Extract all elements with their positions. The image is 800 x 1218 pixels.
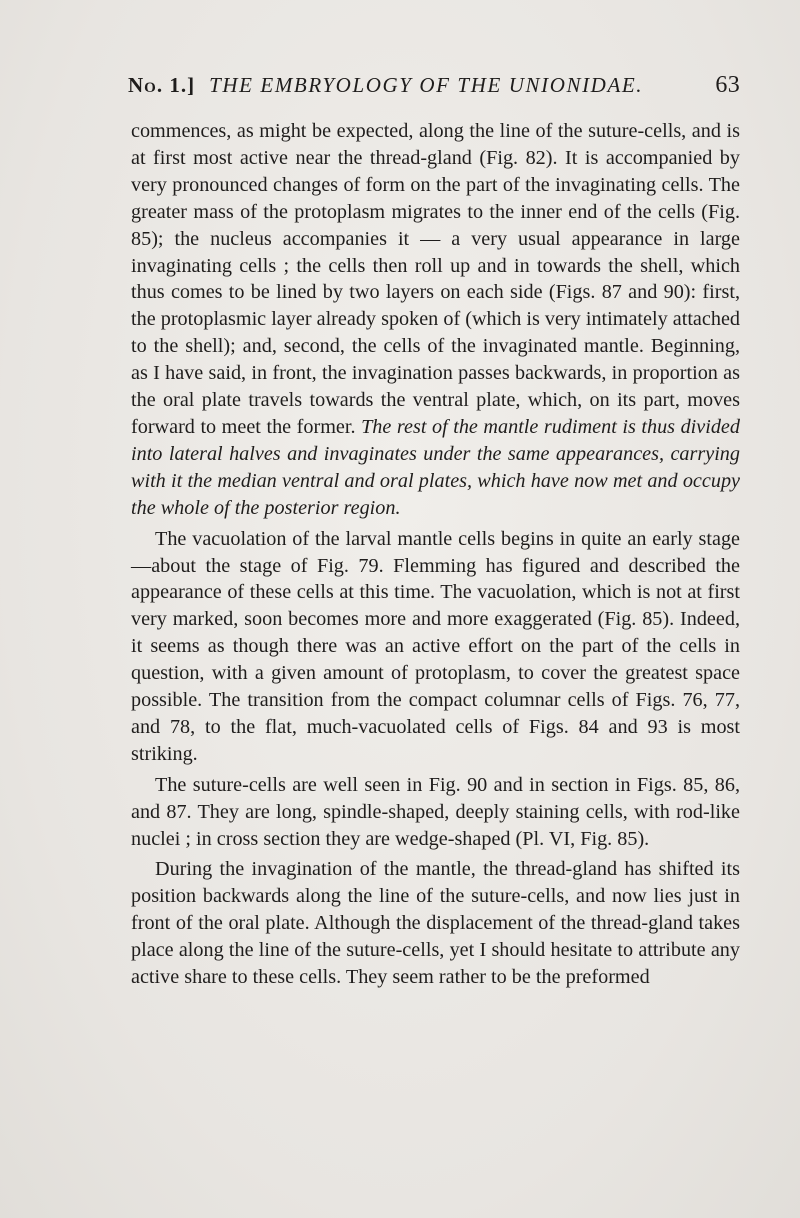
- paragraph-4: During the invagination of the mantle, the thread-gland has shifted its position backwards along the line of the suture-cells, and now lies just in front of the oral plate. Although the displacement of the thread-gland takes place along the line of the suture-cells, yet I should hesitate to attribute any active share to these cells. They seem rather to be the preformed: [131, 858, 740, 989]
- page-number: 63: [715, 72, 740, 98]
- journal-issue-label: No. 1.]: [128, 73, 196, 97]
- paragraph-1: [131, 118, 740, 522]
- body-text: [131, 118, 740, 995]
- paragraph-1-roman: commences, as might be expected, along the line of the suture-cells, and is at first most active near the thread-gland (Fig. 82). It is accompanied by very pronounced changes of form on the part of the invaginating cells. The greater mass of the protoplasm migrates to the inner end of the cells (Fig. 85); the nucleus accompanies it — a very usual appearance in large invaginating cells ; the cells then roll up and in towards the shell, which thus comes to be lined by two layers on each side (Figs. 87 and 90): first, the protoplasmic layer already spoken of (which is very intimately attached to the shell); and, second, the cells of the invaginated mantle. Beginning, as I have said, in front, the invagination passes backwards, in proportion as the oral plate travels towards the ventral plate, which, on its part, moves forward to meet the former.: [131, 120, 740, 438]
- paragraph-1-italic: The rest of the mantle rudiment is thus divided into lateral halves and invaginates under the same appearances, carrying with it the median ventral and oral plates, which have now met and occupy the whole of the posterior region.: [131, 415, 740, 519]
- paragraph-3: The suture-cells are well seen in Fig. 90 and in section in Figs. 85, 86, and 87. They are long, spindle-shaped, deeply staining cells, with rod-like nuclei ; in cross section they are wedge-shaped (Pl. VI, Fig. 85).: [131, 773, 740, 850]
- paragraph-2: The vacuolation of the larval mantle cells begins in quite an early stage—about the stage of Fig. 79. Flemming has figured and described the appearance of these cells at this time. The vacuolation, which is not at first very marked, soon becomes more and more exaggerated (Fig. 85). Indeed, it seems as though there was an active effort on the part of the cells in question, with a given amount of protoplasm, to cover the greatest space possible. The transition from the compact columnar cells of Figs. 76, 77, and 78, to the flat, much-vacuolated cells of Figs. 84 and 93 is most striking.: [131, 527, 740, 765]
- running-title: THE EMBRYOLOGY OF THE UNIONIDAE.: [209, 73, 644, 97]
- running-header: [128, 72, 740, 106]
